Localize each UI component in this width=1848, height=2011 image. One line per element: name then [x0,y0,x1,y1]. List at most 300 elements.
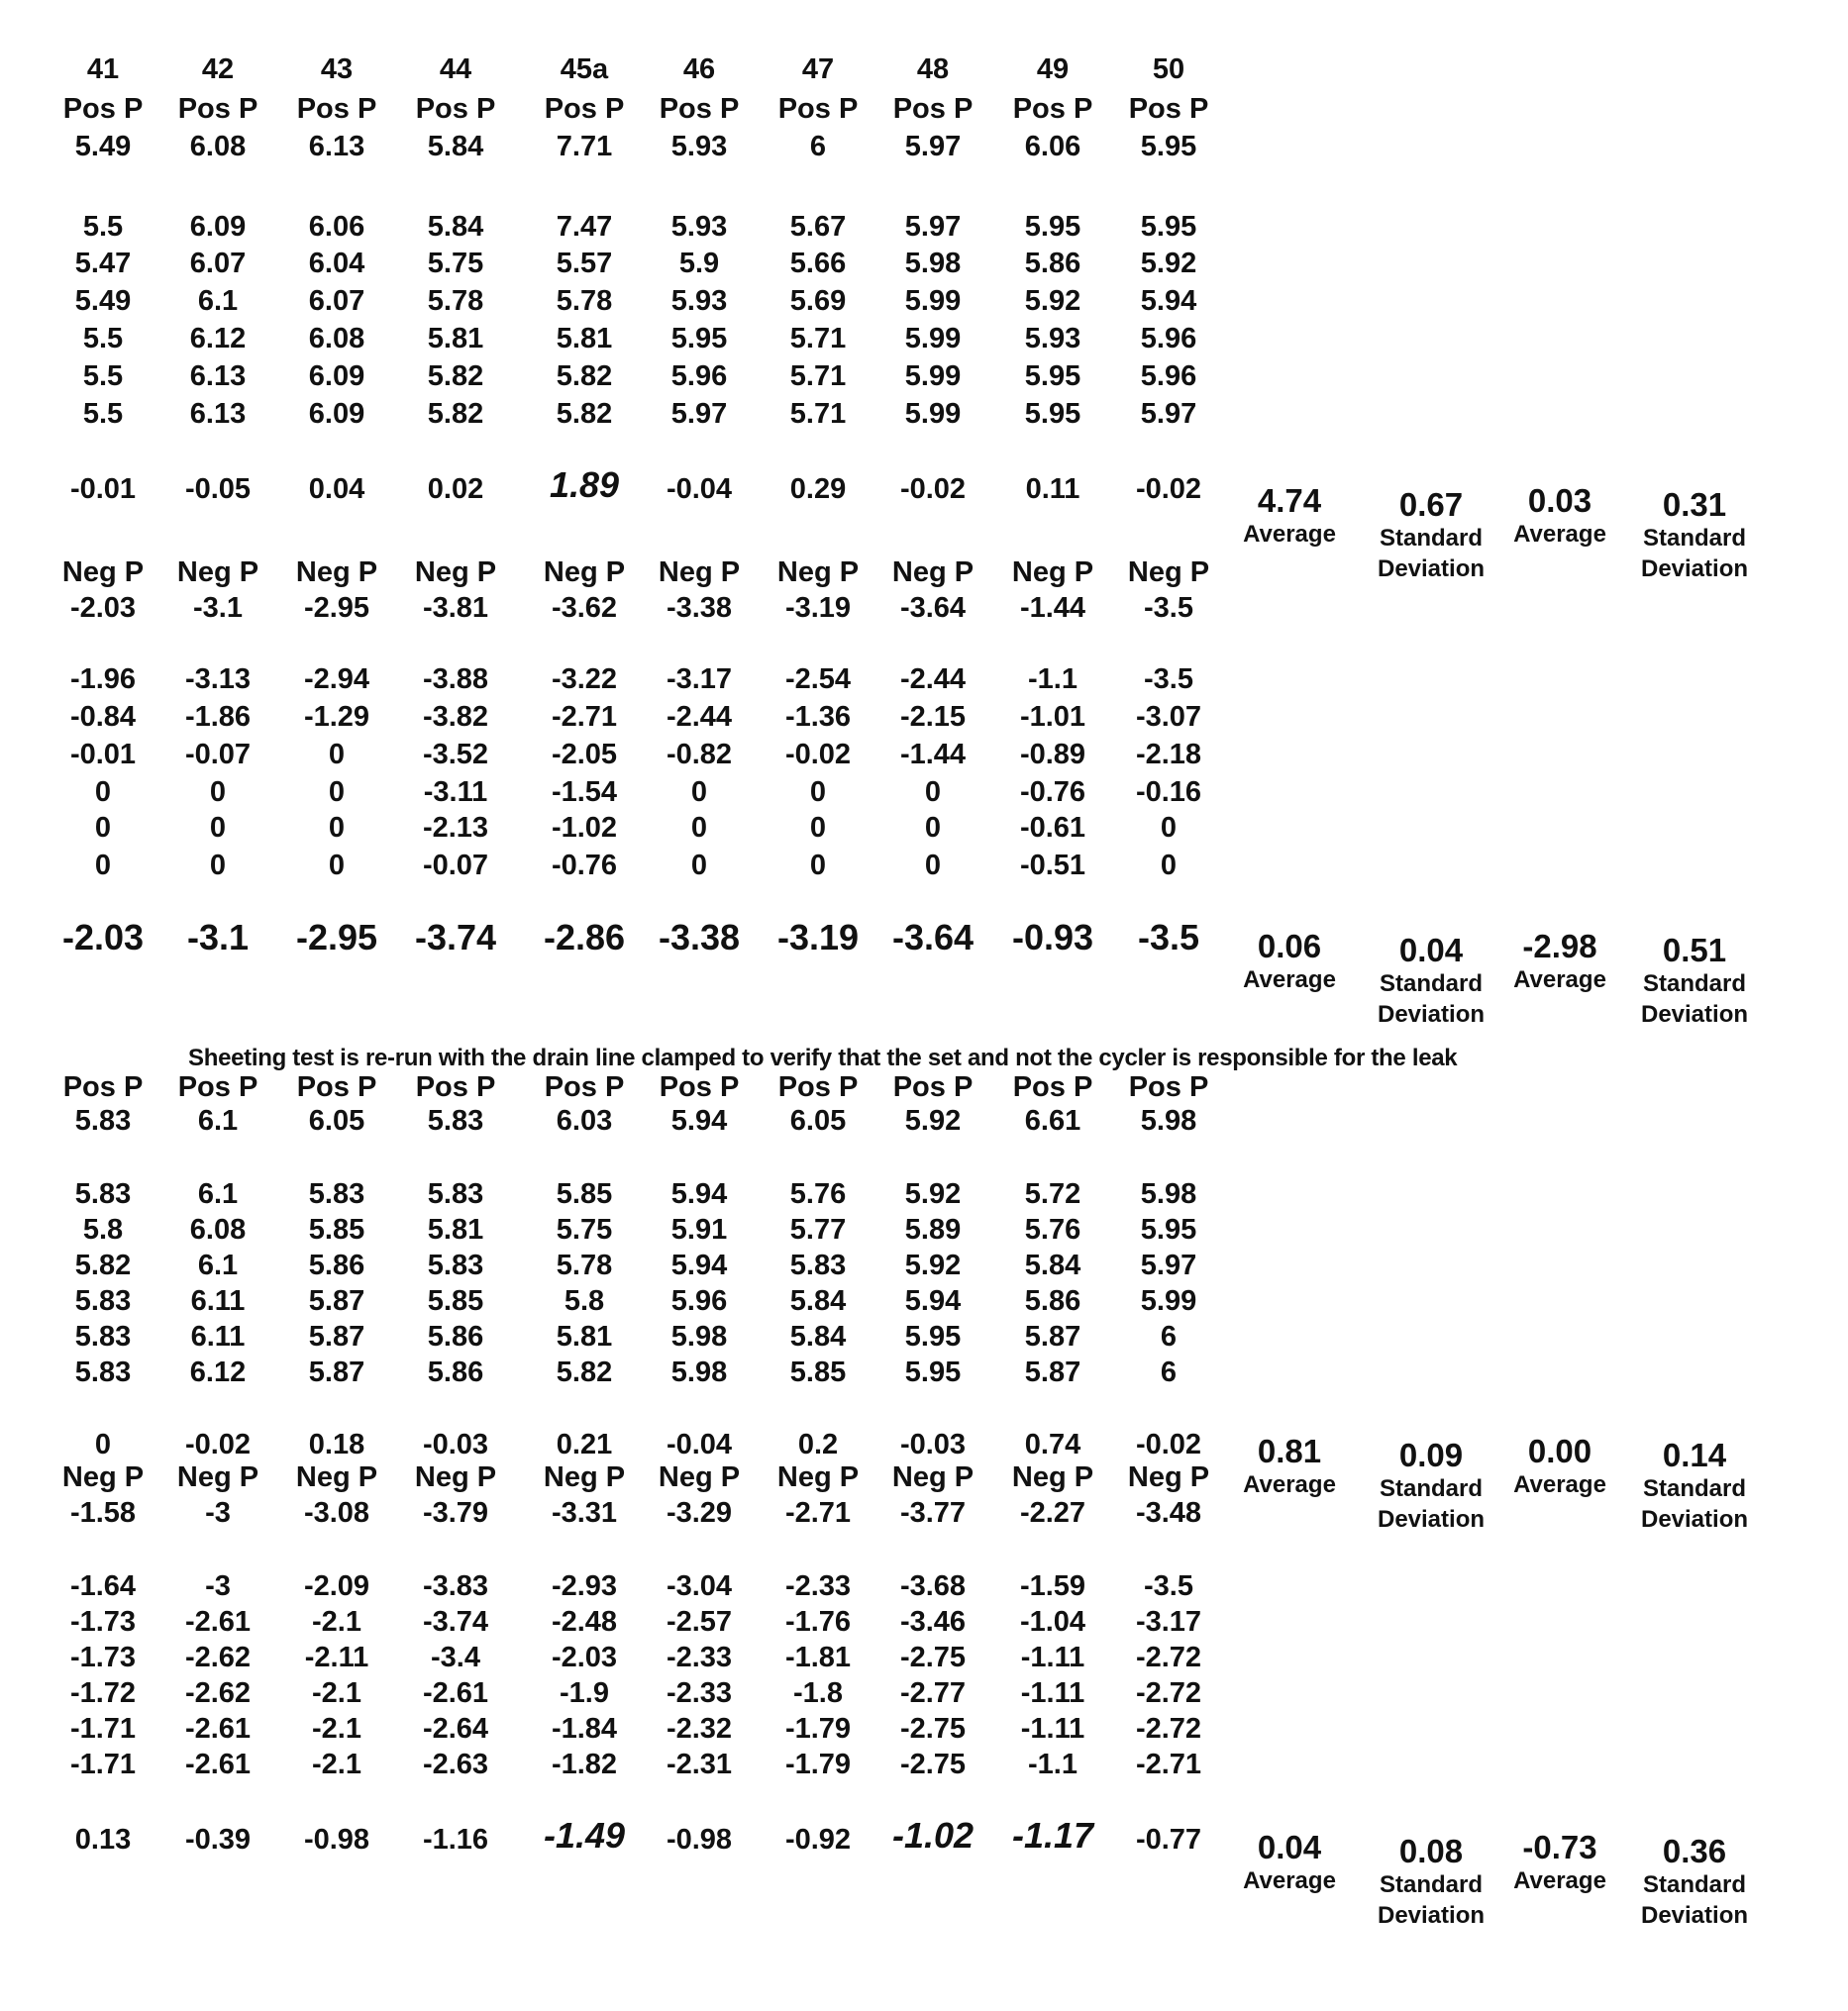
reading-value: 5.71 [759,360,877,392]
reading-value: 5.99 [1109,1285,1228,1317]
difference-value: -3.5 [1109,922,1228,954]
reading-value: -1.11 [993,1642,1112,1673]
reading-value: 5.92 [873,1250,992,1281]
reading-value: 5.98 [640,1357,759,1388]
reading-value: 5.83 [396,1178,515,1210]
initial-value: 6.61 [993,1105,1112,1137]
reading-value: -3.4 [396,1642,515,1673]
reading-value: 5.97 [1109,398,1228,430]
initial-value: -3.48 [1109,1497,1228,1529]
stat-value: -2.98 [1486,929,1634,964]
reading-value: 5.99 [873,398,992,430]
reading-value: 6.08 [158,1214,277,1246]
reading-value: 6 [1109,1357,1228,1388]
reading-value: 5.98 [873,248,992,279]
difference-value: -3.64 [873,922,992,954]
stat-label: Standard Deviation [1372,1473,1490,1535]
reading-value: 5.78 [525,1250,644,1281]
initial-value: -2.27 [993,1497,1112,1529]
difference-value: 0.29 [759,473,877,505]
reading-value: 6.11 [158,1285,277,1317]
reading-value: 5.85 [759,1357,877,1388]
column-label: Pos P [44,93,162,125]
reading-value: -0.07 [396,850,515,881]
reading-value: 6.09 [277,398,396,430]
reading-value: -3.07 [1109,701,1228,733]
reading-value: 5.93 [993,323,1112,354]
reading-value: 5.66 [759,248,877,279]
initial-value: -3.64 [873,592,992,624]
reading-value: -1.86 [158,701,277,733]
reading-value: 5.83 [44,1285,162,1317]
reading-value: -2.61 [158,1606,277,1638]
reading-value: -3.04 [640,1570,759,1602]
reading-value: 5.97 [1109,1250,1228,1281]
reading-value: 5.92 [1109,248,1228,279]
std-dev-stat [1620,487,1769,584]
reading-value: 5.82 [44,1250,162,1281]
reading-value: -1.64 [44,1570,162,1602]
reading-value: -1.72 [44,1677,162,1709]
initial-value: -3.1 [158,592,277,624]
difference-value: -0.05 [158,473,277,505]
reading-value: 5.83 [44,1357,162,1388]
reading-value: -2.1 [277,1677,396,1709]
reading-value: 0 [1109,812,1228,844]
column-label: Pos P [277,93,396,125]
difference-value: 1.89 [525,469,644,501]
column-label: Neg P [640,556,759,588]
difference-value: -1.16 [396,1824,515,1856]
column-label: Pos P [158,1071,277,1103]
reading-value: -3.82 [396,701,515,733]
reading-value: -0.61 [993,812,1112,844]
reading-value: -1.11 [993,1677,1112,1709]
reading-value: 5.96 [1109,360,1228,392]
reading-value: -0.84 [44,701,162,733]
reading-value: -0.76 [993,776,1112,808]
initial-value: 6 [759,131,877,162]
reading-value: 5.97 [640,398,759,430]
difference-value: -0.03 [873,1429,992,1460]
stat-label: Average [1500,964,1619,995]
reading-value: 5.67 [759,211,877,243]
reading-value: -2.62 [158,1677,277,1709]
stat-value: 0.31 [1620,487,1769,523]
reading-value: -0.16 [1109,776,1228,808]
reading-value: -2.54 [759,663,877,695]
std-dev-stat [1620,933,1769,1030]
initial-value: 6.05 [277,1105,396,1137]
reading-value: 5.84 [759,1321,877,1353]
std-dev-stat [1357,487,1505,584]
average-stat [1215,929,1364,995]
reading-value: 5.87 [993,1357,1112,1388]
reading-value: 5.5 [44,398,162,430]
reading-value: 0 [759,776,877,808]
std-dev-stat [1620,1438,1769,1535]
column-label: Neg P [158,1461,277,1493]
column-label: Neg P [873,1461,992,1493]
initial-value: 5.49 [44,131,162,162]
reading-value: -2.15 [873,701,992,733]
column-label: Pos P [1109,93,1228,125]
reading-value: -3.83 [396,1570,515,1602]
reading-value: 5.84 [993,1250,1112,1281]
reading-value: -1.73 [44,1606,162,1638]
stat-value: 0.03 [1486,483,1634,519]
reading-value: -2.75 [873,1749,992,1780]
column-label: Pos P [525,93,644,125]
reading-value: 5.69 [759,285,877,317]
difference-value: -0.39 [158,1824,277,1856]
column-label: Neg P [1109,556,1228,588]
reading-value: 0 [277,776,396,808]
stat-value: 0.51 [1620,933,1769,968]
column-number: 47 [759,53,877,85]
column-label: Neg P [873,556,992,588]
reading-value: -2.11 [277,1642,396,1673]
reading-value: -2.63 [396,1749,515,1780]
reading-value: -2.72 [1109,1642,1228,1673]
stat-value: 0.81 [1215,1434,1364,1469]
reading-value: 0 [44,812,162,844]
reading-value: -1.01 [993,701,1112,733]
reading-value: 5.71 [759,323,877,354]
reading-value: 5.95 [1109,1214,1228,1246]
std-dev-stat [1620,1834,1769,1931]
column-label: Neg P [1109,1461,1228,1493]
reading-value: 5.83 [277,1178,396,1210]
initial-value: -3.77 [873,1497,992,1529]
reading-value: 5.83 [44,1321,162,1353]
initial-value: 6.13 [277,131,396,162]
reading-value: 0 [873,776,992,808]
stat-label: Standard Deviation [1372,1869,1490,1931]
column-label: Neg P [525,556,644,588]
reading-value: 5.96 [640,1285,759,1317]
reading-value: -3.5 [1109,1570,1228,1602]
difference-value: -0.04 [640,473,759,505]
column-label: Pos P [993,93,1112,125]
stat-label: Average [1500,519,1619,550]
difference-value: -0.03 [396,1429,515,1460]
reading-value: 6.12 [158,323,277,354]
initial-value: -2.03 [44,592,162,624]
reading-value: -0.07 [158,739,277,770]
reading-value: 5.5 [44,211,162,243]
reading-value: 6.07 [277,285,396,317]
average-stat [1215,483,1364,550]
reading-value: 5.99 [873,285,992,317]
reading-value: -1.8 [759,1677,877,1709]
reading-value: -2.09 [277,1570,396,1602]
stat-label: Standard Deviation [1372,968,1490,1030]
column-label: Neg P [993,556,1112,588]
column-number: 48 [873,53,992,85]
column-label: Pos P [396,93,515,125]
column-label: Neg P [44,556,162,588]
reading-value: -2.72 [1109,1677,1228,1709]
initial-value: -3.31 [525,1497,644,1529]
difference-value: 0.13 [44,1824,162,1856]
reading-value: 6.1 [158,285,277,317]
reading-value: 5.71 [759,398,877,430]
reading-value: 0 [277,812,396,844]
reading-value: -3.68 [873,1570,992,1602]
difference-value: -1.17 [993,1820,1112,1852]
initial-value: -2.95 [277,592,396,624]
reading-value: 6.07 [158,248,277,279]
reading-value: -0.01 [44,739,162,770]
reading-value: -2.57 [640,1606,759,1638]
reading-value: 5.87 [277,1321,396,1353]
reading-value: 5.83 [396,1250,515,1281]
reading-value: -3.5 [1109,663,1228,695]
reading-value: 5.91 [640,1214,759,1246]
reading-value: 0 [44,850,162,881]
reading-value: 5.83 [44,1178,162,1210]
reading-value: 5.99 [873,360,992,392]
column-label: Pos P [759,1071,877,1103]
reading-value: -2.75 [873,1642,992,1673]
std-dev-stat [1357,1834,1505,1931]
stat-value: 0.09 [1357,1438,1505,1473]
reading-value: -1.84 [525,1713,644,1745]
initial-value: 5.94 [640,1105,759,1137]
column-label: Pos P [873,93,992,125]
reading-value: 5.95 [873,1321,992,1353]
column-label: Pos P [396,1071,515,1103]
reading-value: 5.81 [396,1214,515,1246]
stat-label: Average [1230,1469,1349,1500]
reading-value: -1.76 [759,1606,877,1638]
reading-value: -3.52 [396,739,515,770]
reading-value: 5.5 [44,360,162,392]
difference-value: -2.03 [44,922,162,954]
reading-value: -0.89 [993,739,1112,770]
difference-value: -3.74 [396,922,515,954]
stat-value: 4.74 [1215,483,1364,519]
column-number: 50 [1109,53,1228,85]
reading-value: 5.94 [1109,285,1228,317]
initial-value: 6.1 [158,1105,277,1137]
initial-value: -1.44 [993,592,1112,624]
reading-value: 5.98 [1109,1178,1228,1210]
column-number: 49 [993,53,1112,85]
reading-value: 5.92 [993,285,1112,317]
reading-value: 5.75 [525,1214,644,1246]
initial-value: 5.92 [873,1105,992,1137]
column-label: Neg P [44,1461,162,1493]
difference-value: -3.1 [158,922,277,954]
reading-value: 5.99 [873,323,992,354]
reading-value: 6.04 [277,248,396,279]
reading-value: -2.31 [640,1749,759,1780]
reading-value: 5.86 [396,1357,515,1388]
reading-value: -1.1 [993,663,1112,695]
average-stat [1215,1434,1364,1500]
stat-label: Average [1230,1865,1349,1896]
initial-value: -2.71 [759,1497,877,1529]
reading-value: 5.93 [640,211,759,243]
initial-value: -3.29 [640,1497,759,1529]
column-label: Pos P [759,93,877,125]
reading-value: 5.95 [640,323,759,354]
reading-value: -1.29 [277,701,396,733]
reading-value: 6.06 [277,211,396,243]
column-label: Pos P [1109,1071,1228,1103]
reading-value: -0.02 [759,739,877,770]
reading-value: -2.33 [640,1642,759,1673]
reading-value: 5.84 [759,1285,877,1317]
reading-value: -1.44 [873,739,992,770]
column-number: 43 [277,53,396,85]
column-label: Neg P [993,1461,1112,1493]
stat-label: Standard Deviation [1635,523,1754,584]
difference-value: -3.38 [640,922,759,954]
reading-value: 5.47 [44,248,162,279]
difference-value: 0.11 [993,473,1112,505]
difference-value: 0.18 [277,1429,396,1460]
reading-value: -1.59 [993,1570,1112,1602]
reading-value: 5.89 [873,1214,992,1246]
reading-value: -2.44 [873,663,992,695]
initial-value: -3.19 [759,592,877,624]
difference-value: -1.02 [873,1820,992,1852]
reading-value: 5.86 [993,1285,1112,1317]
initial-value: -3.38 [640,592,759,624]
reading-value: 5.94 [640,1178,759,1210]
reading-value: -0.51 [993,850,1112,881]
reading-value: 5.86 [396,1321,515,1353]
initial-value: 5.83 [44,1105,162,1137]
reading-value: 5.81 [525,1321,644,1353]
average-stat [1486,483,1634,550]
column-label: Pos P [525,1071,644,1103]
reading-value: 0 [759,812,877,844]
reading-value: 5.9 [640,248,759,279]
reading-value: -2.32 [640,1713,759,1745]
reading-value: 5.76 [993,1214,1112,1246]
initial-value: -3.81 [396,592,515,624]
column-label: Pos P [44,1071,162,1103]
column-label: Pos P [640,93,759,125]
stat-label: Standard Deviation [1635,968,1754,1030]
column-number: 46 [640,53,759,85]
reading-value: 0 [759,850,877,881]
initial-value: 5.98 [1109,1105,1228,1137]
reading-value: -1.79 [759,1713,877,1745]
sheeting-test-note: Sheeting test is re-run with the drain line clamped to verify that the set and not the cycler is responsible for the leak [188,1045,1457,1072]
reading-value: -3.88 [396,663,515,695]
difference-value: 0 [44,1429,162,1460]
stat-label: Average [1500,1865,1619,1896]
reading-value: 6.09 [277,360,396,392]
reading-value: 6.1 [158,1178,277,1210]
reading-value: -2.13 [396,812,515,844]
reading-value: 0 [158,776,277,808]
difference-value: -0.02 [1109,1429,1228,1460]
reading-value: -2.71 [525,701,644,733]
stat-value: 0.06 [1215,929,1364,964]
reading-value: 5.94 [640,1250,759,1281]
reading-value: 5.92 [873,1178,992,1210]
reading-value: -1.96 [44,663,162,695]
reading-value: -0.76 [525,850,644,881]
stat-value: 0.67 [1357,487,1505,523]
difference-value: -1.49 [525,1820,644,1852]
reading-value: 5.82 [525,1357,644,1388]
reading-value: 5.82 [525,360,644,392]
reading-value: 5.96 [640,360,759,392]
reading-value: 5.97 [873,211,992,243]
reading-value: 5.87 [993,1321,1112,1353]
reading-value: -2.64 [396,1713,515,1745]
difference-value: -0.04 [640,1429,759,1460]
reading-value: -2.48 [525,1606,644,1638]
reading-value: 5.95 [993,211,1112,243]
column-label: Pos P [277,1071,396,1103]
difference-value: -0.01 [44,473,162,505]
column-number: 44 [396,53,515,85]
reading-value: 5.95 [1109,211,1228,243]
reading-value: -1.02 [525,812,644,844]
reading-value: 5.96 [1109,323,1228,354]
difference-value: 0.2 [759,1429,877,1460]
stat-label: Average [1230,964,1349,995]
reading-value: 7.47 [525,211,644,243]
initial-value: -3.5 [1109,592,1228,624]
reading-value: -1.81 [759,1642,877,1673]
column-label: Pos P [158,93,277,125]
reading-value: 5.81 [396,323,515,354]
reading-value: -2.1 [277,1606,396,1638]
reading-value: 6.08 [277,323,396,354]
difference-value: -0.77 [1109,1824,1228,1856]
reading-value: 5.86 [993,248,1112,279]
reading-value: 5.78 [396,285,515,317]
reading-value: 5.75 [396,248,515,279]
reading-value: -2.71 [1109,1749,1228,1780]
reading-value: -2.72 [1109,1713,1228,1745]
reading-value: -3.13 [158,663,277,695]
reading-value: -3.46 [873,1606,992,1638]
initial-value: 6.06 [993,131,1112,162]
stat-value: 0.08 [1357,1834,1505,1869]
reading-value: -1.54 [525,776,644,808]
column-number: 45a [525,53,644,85]
reading-value: -2.94 [277,663,396,695]
reading-value: 5.84 [396,211,515,243]
stat-value: 0.04 [1357,933,1505,968]
reading-value: 0 [44,776,162,808]
reading-value: -2.62 [158,1642,277,1673]
reading-value: 6 [1109,1321,1228,1353]
reading-value: 0 [158,812,277,844]
stat-label: Standard Deviation [1635,1869,1754,1931]
column-label: Neg P [158,556,277,588]
average-stat [1486,929,1634,995]
column-label: Pos P [873,1071,992,1103]
column-number: 42 [158,53,277,85]
reading-value: 5.76 [759,1178,877,1210]
reading-value: 5.87 [277,1285,396,1317]
reading-value: 6.09 [158,211,277,243]
difference-value: -0.02 [1109,473,1228,505]
difference-value: -0.98 [640,1824,759,1856]
column-label: Neg P [277,556,396,588]
